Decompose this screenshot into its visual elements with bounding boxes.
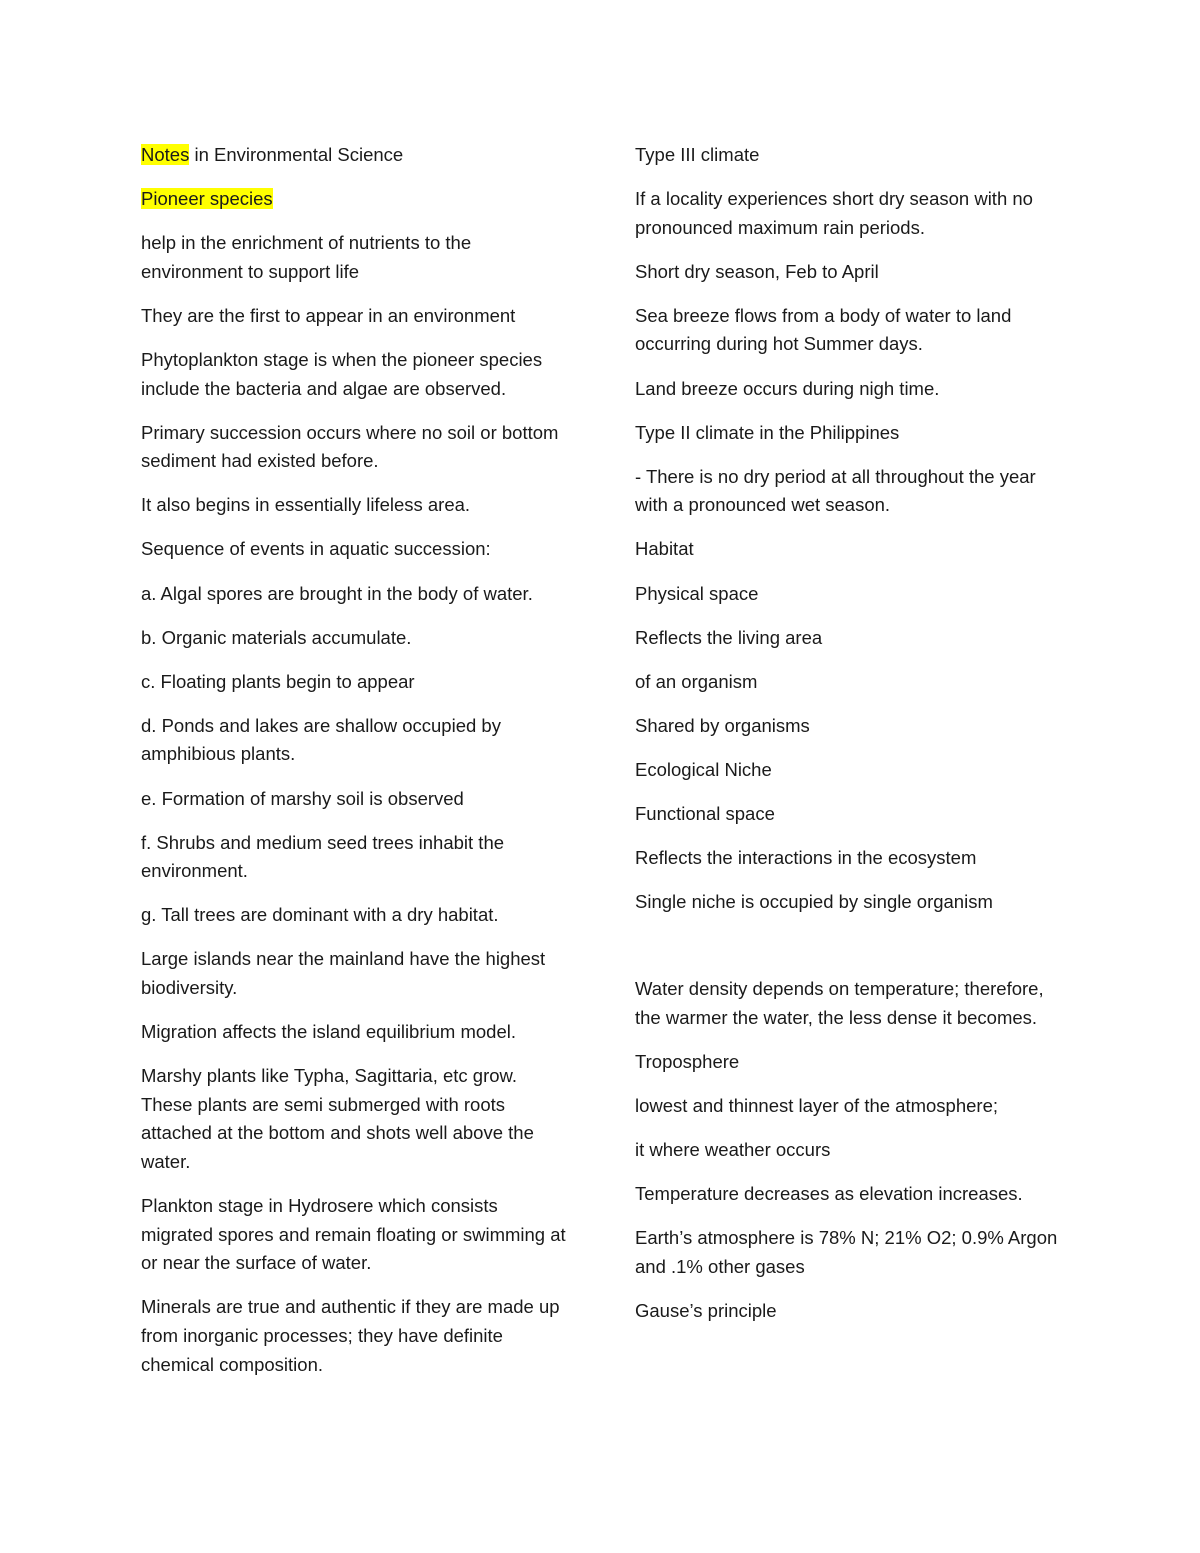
note-paragraph: Short dry season, Feb to April bbox=[635, 260, 879, 282]
note-paragraph: Sea breeze flows from a body of water to land occurring during hot Summer days. bbox=[635, 304, 1012, 355]
note-paragraph: f. Shrubs and medium seed trees inhabit the environment. bbox=[141, 831, 505, 882]
note-paragraph: Type II climate in the Philippines bbox=[635, 421, 900, 443]
right-paragraphs-bottom bbox=[635, 975, 1065, 1325]
note-paragraph: a. Algal spores are brought in the body of water. bbox=[141, 582, 533, 604]
note-paragraph: Water density depends on temperature; therefore, the warmer the water, the less dense it becomes. bbox=[635, 978, 1044, 1028]
note-paragraph: Marshy plants like Typha, Sagittaria, etc grow. These plants are semi submerged with roots attached at the bottom and shots well above the water. bbox=[141, 1065, 534, 1172]
right-paragraphs-top bbox=[635, 141, 1065, 917]
note-paragraph: Functional space bbox=[635, 803, 775, 824]
note-paragraph: If a locality experiences short dry season with no pronounced maximum rain periods. bbox=[635, 188, 1033, 238]
note-paragraph: e. Formation of marshy soil is observed bbox=[141, 787, 464, 809]
note-paragraph: Large islands near the mainland have the highest biodiversity. bbox=[141, 948, 546, 998]
paragraph-gap bbox=[635, 932, 1065, 975]
note-paragraph: Physical space bbox=[635, 582, 759, 604]
note-paragraph: Ecological Niche bbox=[635, 758, 772, 780]
note-paragraph: Temperature decreases as elevation increases. bbox=[635, 1183, 1023, 1205]
note-paragraph: of an organism bbox=[635, 670, 758, 692]
title-highlight: Notes bbox=[141, 144, 190, 165]
note-paragraph: They are the first to appear in an environment bbox=[141, 304, 516, 326]
document-title bbox=[141, 141, 571, 170]
note-paragraph: It also begins in essentially lifeless area. bbox=[141, 494, 471, 516]
note-paragraph: d. Ponds and lakes are shallow occupied by amphibious plants. bbox=[141, 714, 501, 765]
note-paragraph: Habitat bbox=[635, 538, 694, 560]
note-paragraph: Reflects the interactions in the ecosystem bbox=[635, 847, 977, 869]
heading-highlight: Pioneer species bbox=[141, 188, 273, 210]
right-column bbox=[635, 141, 1065, 1341]
note-paragraph: Minerals are true and authentic if they are made up from inorganic processes; they have definite chemical composition. bbox=[141, 1296, 560, 1375]
note-paragraph: Migration affects the island equilibrium model. bbox=[141, 1021, 516, 1043]
note-paragraph: Primary succession occurs where no soil or bottom sediment had existed before. bbox=[141, 421, 559, 472]
left-column bbox=[141, 141, 571, 1395]
note-paragraph: Single niche is occupied by single organism bbox=[635, 891, 993, 913]
note-paragraph: help in the enrichment of nutrients to the environment to support life bbox=[141, 232, 472, 282]
note-paragraph: it where weather occurs bbox=[635, 1139, 831, 1161]
note-paragraph: Sequence of events in aquatic succession: bbox=[141, 538, 491, 560]
note-paragraph: lowest and thinnest layer of the atmosphere; bbox=[635, 1095, 999, 1117]
note-paragraph: Earth’s atmosphere is 78% N; 21% O2; 0.9% Argon and .1% other gases bbox=[635, 1227, 1058, 1277]
title-rest: in Environmental Science bbox=[189, 144, 404, 165]
note-paragraph: Plankton stage in Hydrosere which consists migrated spores and remain floating or swimming at or near the surface of water. bbox=[141, 1195, 566, 1274]
note-paragraph: g. Tall trees are dominant with a dry habitat. bbox=[141, 904, 499, 926]
left-paragraphs bbox=[141, 229, 571, 1379]
note-paragraph: - There is no dry period at all throughout the year with a pronounced wet season. bbox=[635, 465, 1036, 516]
note-paragraph: Type III climate bbox=[635, 144, 760, 165]
note-paragraph: Shared by organisms bbox=[635, 714, 810, 736]
note-paragraph: b. Organic materials accumulate. bbox=[141, 626, 412, 648]
note-paragraph: Troposphere bbox=[635, 1050, 740, 1072]
note-paragraph: Reflects the living area bbox=[635, 626, 823, 648]
note-paragraph: Gause’s principle bbox=[635, 1300, 777, 1322]
note-paragraph: c. Floating plants begin to appear bbox=[141, 670, 415, 692]
section-heading bbox=[141, 185, 571, 214]
note-paragraph: Phytoplankton stage is when the pioneer species include the bacteria and algae are observed. bbox=[141, 348, 543, 399]
note-paragraph: Land breeze occurs during nigh time. bbox=[635, 377, 940, 399]
